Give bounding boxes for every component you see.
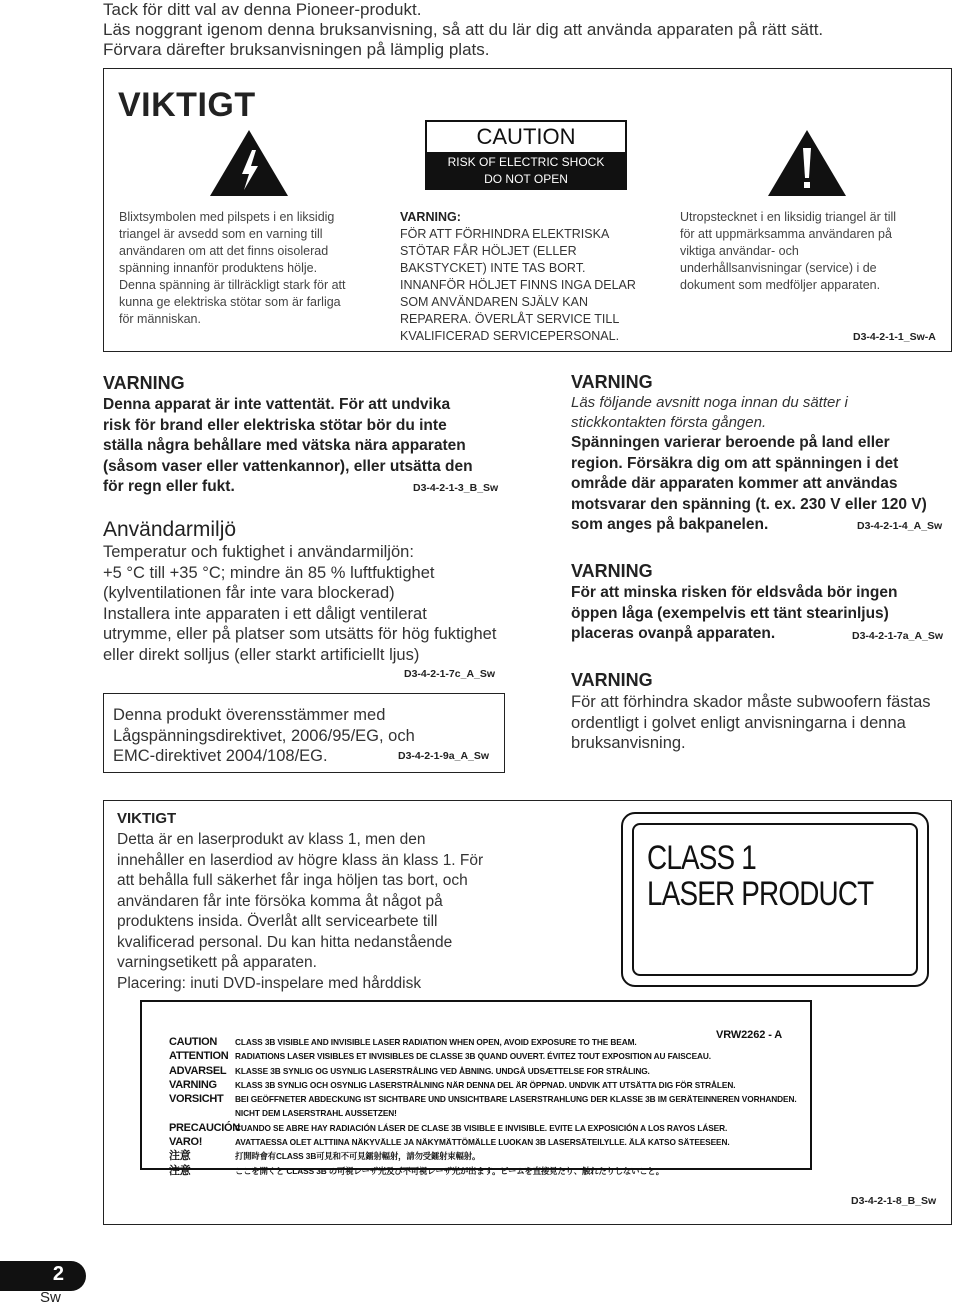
text-line: att behålla full säkerhet får inga höljen tas bort, och bbox=[117, 872, 468, 889]
text-line: SOM ANVÄNDAREN SJÄLV KAN bbox=[400, 295, 589, 309]
text-line: För att minska risken för eldsvåda bör ingen bbox=[571, 584, 898, 601]
text-line: Denna apparat är inte vattentät. För att undvika bbox=[103, 396, 451, 413]
text-line: kvalificerad personal. Du kan hitta nedanstående bbox=[117, 933, 453, 951]
varning-heading: VARNING bbox=[571, 372, 653, 392]
text-line: underhållsanvisningar (service) i de bbox=[680, 261, 877, 275]
text-line: för att uppmärksamma användaren på bbox=[680, 227, 892, 241]
text-line: för regn eller fukt. bbox=[103, 478, 235, 495]
text-line: risk för brand eller elektriska stötar bör du inte bbox=[103, 416, 447, 434]
label-languages bbox=[169, 1035, 240, 1178]
text-line: för människan. bbox=[119, 312, 201, 326]
text-line: BAKSTYCKET) INTE TAS BORT. bbox=[400, 261, 586, 275]
label-lang: CAUTION bbox=[169, 1036, 218, 1048]
doc-code: D3-4-2-1-4_A_Sw bbox=[857, 520, 943, 532]
caution-title: CAUTION bbox=[427, 122, 625, 152]
label-line: NICHT DEM LASERSTRAHL AUSSETZEN! bbox=[235, 1108, 397, 1119]
caution-sub-line: RISK OF ELECTRIC SHOCK bbox=[447, 155, 605, 169]
text-line: Denna spänning är tillräckligt stark för att bbox=[119, 278, 346, 292]
label-lang bbox=[169, 1106, 240, 1120]
text-line: Spänningen varierar beroende på land eller bbox=[571, 434, 890, 451]
label-lang: ADVARSEL bbox=[169, 1064, 227, 1077]
text-line: Utropstecknet i en liksidig triangel är till bbox=[680, 210, 897, 224]
environment-text bbox=[103, 542, 523, 665]
label-lang: PRECAUCIÓN bbox=[169, 1121, 240, 1134]
text-line: För att förhindra skador måste subwoofern fästas bbox=[571, 693, 931, 711]
text-line: ordentligt i golvet enligt anvisningarna i denna bbox=[571, 713, 906, 732]
varning-heading: VARNING bbox=[103, 373, 185, 393]
environment-heading: Användarmiljö bbox=[103, 518, 237, 541]
text-line: innehåller en laserdiod av högre klass än klass 1. För bbox=[117, 851, 484, 869]
text-line: bruksanvisning. bbox=[571, 734, 686, 752]
safety-heading: VIKTIGT bbox=[118, 86, 256, 124]
doc-code: D3-4-2-1-7a_A_Sw bbox=[852, 630, 944, 642]
label-line: KLASSE 3B SYNLIG OG USYNLIG LASERSTRÅLING VED ÅBNING. UNDGÅ UDSÆTTELSE FOR STRÅLING. bbox=[235, 1065, 650, 1076]
doc-code: D3-4-2-1-7c_A_Sw bbox=[404, 668, 496, 680]
intro-text bbox=[103, 0, 823, 60]
label-line: ここを開くと CLASS 3B の可視レーザ光及び不可視レーザ光が出ます。ビームを直接見たり、触れたりしないこと。 bbox=[235, 1165, 664, 1176]
text-line: INNANFÖR HÖLJET FINNS INGA DELAR bbox=[400, 278, 636, 292]
label-code: VRW2262 - A bbox=[716, 1029, 783, 1041]
text-line: område där apparaten kommer att användas bbox=[571, 475, 898, 492]
text-line: stickkontakten första gången. bbox=[571, 414, 767, 431]
text-line: Temperatur och fuktighet i användarmiljön: bbox=[103, 543, 414, 561]
subwoofer-warning-text bbox=[571, 692, 956, 754]
text-line: öppen låga (exempelvis ett tänt stearinljus) bbox=[571, 604, 889, 622]
text-line: Detta är en laserprodukt av klass 1, men den bbox=[117, 831, 426, 848]
label-lang: VORSICHT bbox=[169, 1093, 224, 1106]
laser-label-text bbox=[647, 840, 873, 912]
text-line: eller direkt solljus (eller starkt artificiellt ljus) bbox=[103, 645, 420, 664]
label-lang: 注意 bbox=[169, 1164, 191, 1177]
varning-heading: VARNING bbox=[571, 561, 653, 581]
laser-class-line: CLASS 1 bbox=[647, 839, 756, 877]
varning-heading: VARNING: bbox=[400, 210, 461, 224]
label-line: AVATTAESSA OLET ALTTIINA NÄKYVÄLLE JA NÄKYMÄTTÖMÄLLE LUOKAN 3B LASERSÄTEILYLLE. ÄLÄ KATSO SÄTEESEEN. bbox=[235, 1137, 730, 1148]
text-line: +5 °C till +35 °C; mindre än 85 % luftfuktighet bbox=[103, 563, 435, 582]
text-line: Blixtsymbolen med pilspets i en liksidig bbox=[119, 210, 335, 224]
laser-warning-label bbox=[140, 1000, 812, 1177]
text-line: EMC-direktivet 2004/108/EG. bbox=[113, 747, 328, 765]
doc-code: D3-4-2-1-1_Sw-A bbox=[853, 331, 936, 343]
text-line: Denna produkt överensstämmer med bbox=[113, 706, 386, 724]
text-line: triangel är avsedd som en varning till bbox=[119, 227, 323, 241]
text-line: utrymme, eller på platser som utsätts för hög fuktighet bbox=[103, 625, 497, 643]
voltage-intro bbox=[571, 393, 951, 433]
caution-label bbox=[425, 120, 627, 190]
laser-product-line: LASER PRODUCT bbox=[647, 875, 874, 913]
text-line: användaren får inte försöka komma åt något på bbox=[117, 892, 443, 910]
label-lang: ATTENTION bbox=[169, 1050, 229, 1063]
text-line: produktens insida. Överlåt allt servicearbete till bbox=[117, 913, 438, 930]
doc-code: D3-4-2-1-8_B_Sw bbox=[851, 1195, 937, 1207]
text-line: region. Försäkra dig om att spänningen i det bbox=[571, 454, 899, 472]
text-line: REPARERA. ÖVERLÅT SERVICE TILL bbox=[400, 312, 620, 326]
page-number-tab bbox=[0, 1261, 86, 1291]
label-line: BEI GEÖFFNETER ABDECKUNG IST SICHTBARE UND UNSICHTBARE LASERSTRAHLUNG DER KLASSE 3B IM GERÄTEINNEREN VORHANDEN. bbox=[235, 1094, 797, 1105]
varning-shock-text bbox=[400, 209, 660, 345]
intro-line: Tack för ditt val av denna Pioneer-produkt. bbox=[103, 0, 422, 19]
text-line: (kylventilationen får inte vara blockerad) bbox=[103, 584, 395, 602]
text-line: placeras ovanpå apparaten. bbox=[571, 625, 776, 642]
label-line: CUANDO SE ABRE HAY RADIACIÓN LÁSER DE CLASE 3B VISIBLE E INVISIBLE. EVITE LA EXPOSICIÓN A LOS RAYOS LÁSER. bbox=[235, 1122, 728, 1133]
text-line: FÖR ATT FÖRHINDRA ELEKTRISKA bbox=[400, 227, 610, 241]
text-line: ställa några behållare med vätska nära apparaten bbox=[103, 437, 466, 454]
text-line: Installera inte apparaten i ett dåligt ventilerat bbox=[103, 604, 427, 623]
text-line: kunna ge elektriska stötar som är farliga bbox=[119, 295, 341, 309]
laser-heading: VIKTIGT bbox=[117, 810, 177, 827]
text-line: Placering: inuti DVD-inspelare med hårddisk bbox=[117, 974, 422, 992]
laser-text bbox=[117, 830, 517, 994]
text-line: Läs följande avsnitt noga innan du sätter i bbox=[571, 394, 848, 411]
label-line: RADIATIONS LASER VISIBLES ET INVISIBLES DE CLASSE 3B QUAND OUVERT. ÉVITEZ TOUT EXPOSITION AU FAISCEAU. bbox=[235, 1051, 711, 1062]
text-line: Lågspänningsdirektivet, 2006/95/EG, och bbox=[113, 726, 415, 745]
label-lang: VARNING bbox=[169, 1078, 217, 1091]
intro-line: Läs noggrant igenom denna bruksanvisning, så att du lär dig att använda apparaten på rätt sätt. bbox=[103, 20, 824, 39]
label-lang: VARO! bbox=[169, 1136, 203, 1149]
exclamation-explanation bbox=[680, 209, 945, 294]
text-line: viktiga användar- och bbox=[680, 244, 799, 258]
text-line: varningsetikett på apparaten. bbox=[117, 954, 317, 971]
exclamation-triangle-icon bbox=[766, 128, 848, 198]
text-line: KVALIFICERAD SERVICEPERSONAL. bbox=[400, 329, 620, 343]
text-line: STÖTAR FÅR HÖLJET (ELLER bbox=[400, 244, 577, 258]
doc-code: D3-4-2-1-3_B_Sw bbox=[413, 482, 499, 494]
text-line: som anges på bakpanelen. bbox=[571, 516, 769, 533]
label-lang: 注意 bbox=[169, 1150, 191, 1163]
lightning-explanation bbox=[119, 209, 399, 328]
text-line: användaren om att det finns oisolerad bbox=[119, 244, 329, 258]
doc-code: D3-4-2-1-9a_A_Sw bbox=[398, 750, 490, 762]
page-number: 2 bbox=[52, 1263, 64, 1285]
label-texts bbox=[235, 1035, 797, 1178]
label-line: KLASS 3B SYNLIG OCH OSYNLIG LASERSTRÅLNING NÄR DENNA DEL ÄR ÖPPNAD. UNDVIK ATT UTSÄTTA DIG FÖR STRÅLEN. bbox=[235, 1079, 736, 1090]
page-language: Sw bbox=[40, 1289, 61, 1306]
text-line: motsvarar den spänning (t. ex. 230 V eller 120 V) bbox=[571, 495, 927, 513]
caution-subtitle bbox=[427, 152, 625, 190]
text-line: spänning innanför produktens hölje. bbox=[119, 261, 318, 275]
text-line: (såsom vaser eller vattenkannor), eller utsätta den bbox=[103, 457, 473, 475]
text-line: dokument som medföljer apparaten. bbox=[680, 278, 881, 292]
class1-laser-label bbox=[621, 812, 929, 987]
varning-heading: VARNING bbox=[571, 670, 653, 690]
lightning-triangle-icon bbox=[208, 128, 290, 198]
intro-line: Förvara därefter bruksanvisningen på lämplig plats. bbox=[103, 40, 490, 59]
label-line: CLASS 3B VISIBLE AND INVISIBLE LASER RADIATION WHEN OPEN, AVOID EXPOSURE TO THE BEAM. bbox=[235, 1037, 637, 1047]
caution-sub-line: DO NOT OPEN bbox=[484, 172, 568, 186]
label-line: 打開時會有CLASS 3B可見和不可見鐳射輻射，請勿受鐳射束輻射。 bbox=[235, 1151, 481, 1162]
